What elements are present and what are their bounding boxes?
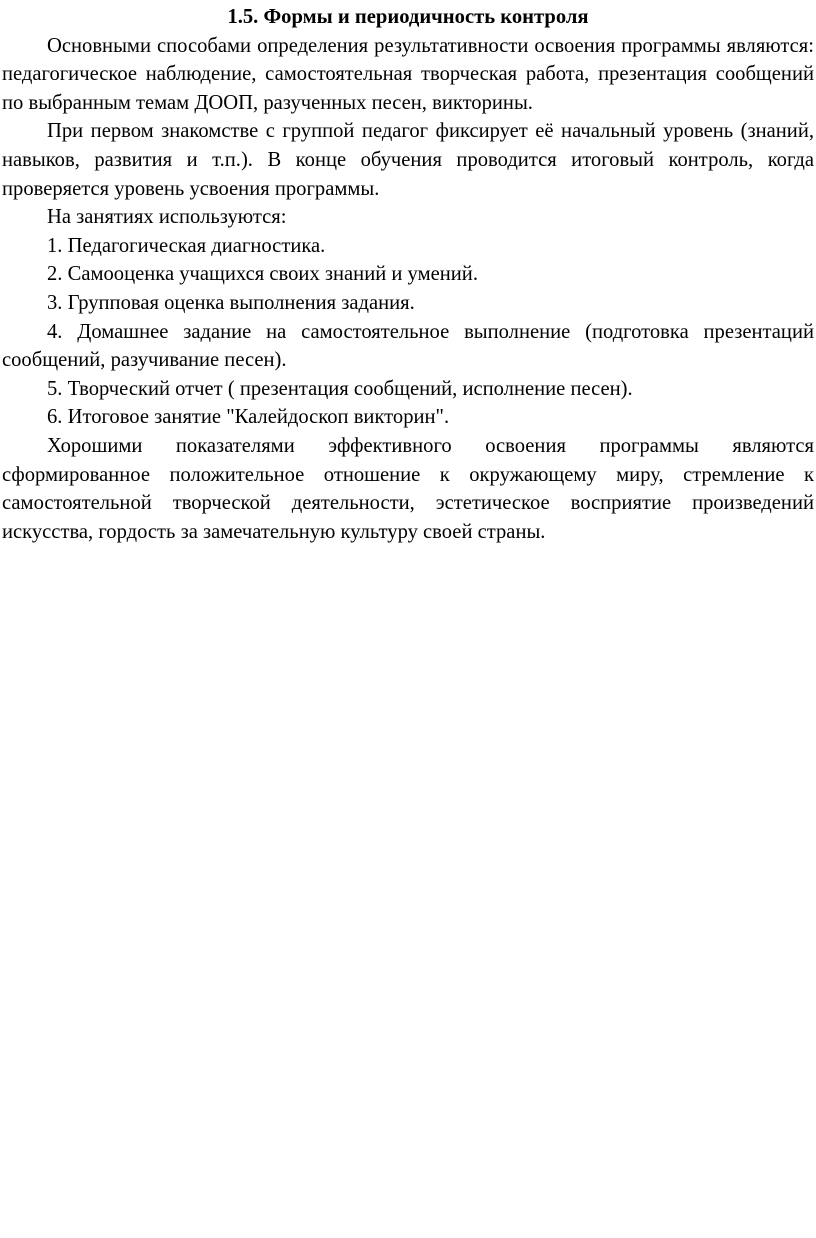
list-item: 3. Групповая оценка выполнения задания. (47, 291, 415, 314)
list-item: 2. Самооценка учащихся своих знаний и умений. (47, 263, 478, 286)
list-item: 4. Домашнее задание на самостоятельное выполнение (подготовка презентаций сообщений, разучивание песен). (2, 320, 814, 372)
paragraph-control-methods: Основными способами определения результативности освоения программы являются: педагогическое наблюдение, самостоятельная творческая работа, презентация сообщений по выбранным темам ДООП, разученных песен, викторины. (2, 34, 814, 114)
paragraph-list-intro: На занятиях используются: (47, 206, 287, 229)
list-item: 1. Педагогическая диагностика. (47, 234, 326, 257)
paragraph-success-indicators: Хорошими показателями эффективного освоения программы являются сформированное положительное отношение к окружающему миру, стремление к самостоятельной творческой деятельности, эстетическое восприятие произведений искусства, гордость за замечательную культуру своей страны. (2, 434, 814, 543)
list-item: 5. Творческий отчет ( презентация сообщений, исполнение песен). (47, 377, 633, 400)
control-forms-list (2, 232, 814, 432)
section-title: 1.5. Формы и периодичность контроля (227, 6, 589, 28)
paragraph-initial-final-control: При первом знакомстве с группой педагог фиксирует её начальный уровень (знаний, навыков, развития и т.п.). В конце обучения проводится итоговый контроль, когда проверяется уровень усвоения программы. (2, 120, 814, 200)
list-item: 6. Итоговое занятие "Калейдоскоп викторин". (47, 406, 450, 429)
document-page (0, 0, 816, 546)
